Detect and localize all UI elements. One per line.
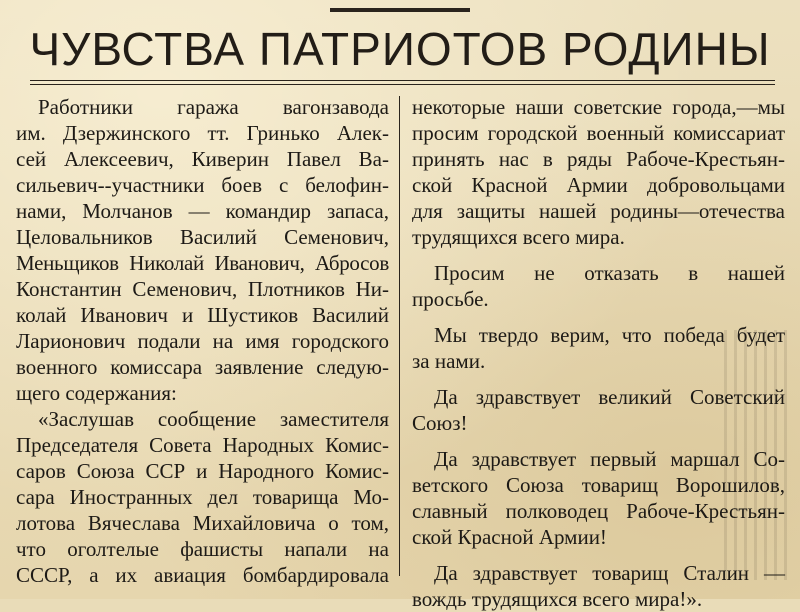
text-line: вождь трудящихся всего мира!». — [412, 587, 703, 611]
text-line: ской Красной Армии добровольцами — [412, 173, 785, 197]
text-line: колай Иванович и Шустиков Василий — [16, 303, 389, 327]
headline-rule-bottom — [30, 84, 775, 85]
text-line: Ларионович подали на имя городского — [16, 329, 389, 353]
text-line: Союз! — [412, 411, 468, 435]
text-line: Целовальников Василий Семенович, — [16, 225, 389, 249]
text-line: Работники гаража вагонзавода — [38, 95, 389, 119]
text-line: ской Красной Армии! — [412, 525, 607, 549]
text-line: саров Союза ССР и Народного Комис- — [16, 459, 389, 483]
text-line: им. Дзержинского тт. Гринько Алек- — [16, 121, 389, 145]
text-line: Председателя Совета Народных Комис- — [16, 433, 389, 457]
text-line: для защиты нашей родины—отечества — [412, 199, 785, 223]
headline-rule-top — [30, 80, 775, 81]
text-line: ветского Союза товарищ Ворошилов, — [412, 473, 785, 497]
text-line: славный полководец Рабоче-Крестьян- — [412, 499, 785, 523]
headline: ЧУВСТВА ПАТРИОТОВ РОДИНЫ — [29, 23, 771, 75]
paragraph-gap — [412, 436, 785, 446]
text-line: за нами. — [412, 349, 486, 373]
text-line: Меньщиков Николай Иванович, Абросов — [16, 251, 389, 275]
paragraph-gap — [412, 250, 785, 260]
text-line: просьбе. — [412, 287, 489, 311]
text-line: СССР, а их авиация бомбардировала — [16, 563, 389, 587]
left-column — [16, 94, 389, 588]
text-line: трудящихся всего мира. — [412, 225, 625, 249]
text-line: Да здравствует первый маршал Со- — [434, 447, 785, 471]
text-line: Константин Семенович, Плотников Ни- — [16, 277, 389, 301]
top-rule — [330, 8, 470, 12]
text-line: «Заслушав сообщение заместителя — [38, 407, 389, 431]
paragraph-gap — [412, 312, 785, 322]
text-line: сара Иностранных дел товарища Мо- — [16, 485, 389, 509]
text-line: Мы твердо верим, что победа будет — [434, 323, 785, 347]
text-line: сей Алексеевич, Киверин Павел Ва- — [16, 147, 389, 171]
paragraph-gap — [412, 374, 785, 384]
text-line: сильевич--участники боев с белофин- — [16, 173, 389, 197]
text-line: Да здравствует товарищ Сталин — — [434, 561, 785, 585]
text-line: просим городской военный комиссариат — [412, 121, 785, 145]
text-line: Просим не отказать в нашей — [434, 261, 785, 285]
column-divider — [399, 96, 400, 576]
paragraph-gap — [412, 550, 785, 560]
text-line: Да здравствует великий Советский — [434, 385, 785, 409]
text-line: принять нас в ряды Рабоче-Крестьян- — [412, 147, 785, 171]
text-line: нами, Молчанов — командир запаса, — [16, 199, 389, 223]
text-line: военного комиссара заявление следую- — [16, 355, 389, 379]
text-line: некоторые наши советские города,—мы — [412, 95, 785, 119]
text-line: лотова Вячеслава Михайловича о том, — [16, 511, 389, 535]
right-column — [412, 94, 785, 612]
text-line: щего содержания: — [16, 381, 177, 405]
text-line: что оголтелые фашисты напали на — [16, 537, 389, 561]
